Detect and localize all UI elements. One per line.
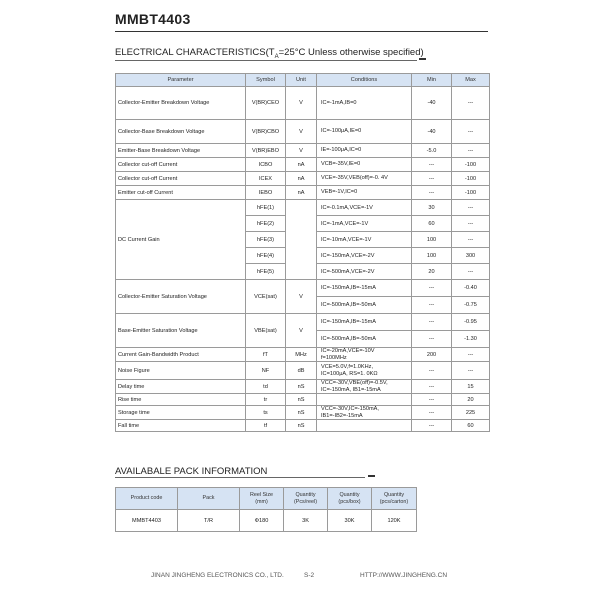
- symbol-cell: NF: [246, 362, 286, 380]
- unit-cell: nA: [286, 186, 317, 200]
- section-electrical-rule: [115, 60, 417, 61]
- max-cell: ---: [452, 348, 490, 362]
- parameter-cell: Storage time: [116, 406, 246, 420]
- column-header: Parameter: [116, 74, 246, 87]
- unit-cell: V: [286, 314, 317, 348]
- max-cell: ---: [452, 200, 490, 216]
- parameter-cell: Emitter-Base Breakdown Voltage: [116, 144, 246, 158]
- table-row: [116, 144, 490, 158]
- max-cell: ---: [452, 216, 490, 232]
- parameter-cell: Delay time: [116, 380, 246, 394]
- section-pack-rule: [115, 477, 365, 478]
- min-cell: 20: [412, 264, 452, 280]
- min-cell: ---: [412, 172, 452, 186]
- max-cell: -1.30: [452, 331, 490, 348]
- pack-cell: T/R: [178, 510, 240, 532]
- symbol-cell: tf: [246, 420, 286, 432]
- parameter-cell: DC Current Gain: [116, 200, 246, 280]
- section-electrical-title: [115, 47, 424, 60]
- symbol-cell: ts: [246, 406, 286, 420]
- symbol-cell: VBE(sat): [246, 314, 286, 348]
- symbol-cell: td: [246, 380, 286, 394]
- min-cell: -40: [412, 120, 452, 144]
- unit-cell: [286, 200, 317, 280]
- max-cell: 60: [452, 420, 490, 432]
- conditions-cell: [317, 120, 412, 144]
- conditions-cell: IC=-150mA,VCE=-2V: [317, 248, 412, 264]
- min-cell: -5.0: [412, 144, 452, 158]
- parameter-cell: Emitter cut-off Current: [116, 186, 246, 200]
- min-cell: 100: [412, 248, 452, 264]
- table-row: [116, 87, 490, 120]
- unit-cell: V: [286, 280, 317, 314]
- parameter-cell: Collector cut-off Current: [116, 158, 246, 172]
- pack-column-header: Product code: [116, 488, 178, 510]
- table-row: [116, 120, 490, 144]
- parameter-cell: Collector-Emitter Breakdown Voltage: [116, 87, 246, 120]
- conditions-cell: IC=-10mA,VCE=-1V: [317, 232, 412, 248]
- table-row: [116, 200, 490, 216]
- conditions-cell: IC=-500mA,IB=-50mA: [317, 297, 412, 314]
- table-row: [116, 172, 490, 186]
- table-row: [116, 420, 490, 432]
- pack-column-header: Pack: [178, 488, 240, 510]
- unit-cell: nS: [286, 380, 317, 394]
- min-cell: 200: [412, 348, 452, 362]
- condition-line: IE=-100μA,IC=0: [321, 147, 362, 154]
- condition-line: IC=-20mA,VCE=-10V: [321, 348, 375, 354]
- pack-column-header: Quantity (pcs/box): [328, 488, 372, 510]
- unit-cell: nA: [286, 172, 317, 186]
- min-cell: ---: [412, 331, 452, 348]
- conditions-cell: [317, 158, 412, 172]
- conditions-cell: [317, 406, 412, 420]
- parameter-cell: Current Gain-Bandwidth Product: [116, 348, 246, 362]
- conditions-cell: [317, 172, 412, 186]
- max-cell: -100: [452, 158, 490, 172]
- max-cell: 20: [452, 394, 490, 406]
- table-row: [116, 280, 490, 297]
- max-cell: -0.75: [452, 297, 490, 314]
- condition-line: IC=-150mA, IB1=-15mA: [321, 386, 381, 393]
- table-row: [116, 186, 490, 200]
- unit-cell: MHz: [286, 348, 317, 362]
- section-electrical-dash: [419, 58, 426, 60]
- table-row: [116, 158, 490, 172]
- pack-information-table: [115, 487, 417, 532]
- min-cell: 100: [412, 232, 452, 248]
- unit-cell: nS: [286, 420, 317, 432]
- parameter-cell: Base-Emitter Saturation Voltage: [116, 314, 246, 348]
- min-cell: 60: [412, 216, 452, 232]
- electrical-characteristics-table: [115, 73, 490, 432]
- section-pack-dash: [368, 475, 375, 477]
- min-cell: ---: [412, 406, 452, 420]
- max-cell: ---: [452, 362, 490, 380]
- unit-cell: nA: [286, 158, 317, 172]
- min-cell: 30: [412, 200, 452, 216]
- conditions-cell: IC=-150mA,IB=-15mA: [317, 280, 412, 297]
- symbol-cell: V(BR)CBO: [246, 120, 286, 144]
- conditions-cell: IC=-150mA,IB=-15mA: [317, 314, 412, 331]
- pack-cell: 3K: [284, 510, 328, 532]
- min-cell: ---: [412, 280, 452, 297]
- pack-cell: 30K: [328, 510, 372, 532]
- condition-line: VCE=5.0V,f=1.0KHz,: [321, 364, 374, 370]
- conditions-cell: [317, 348, 412, 362]
- section-electrical-title-a: ELECTRICAL CHARACTERISTICS(T: [115, 47, 275, 58]
- pack-cell: MMBT4403: [116, 510, 178, 532]
- column-header: Min: [412, 74, 452, 87]
- table-row: [116, 314, 490, 331]
- min-cell: ---: [412, 362, 452, 380]
- max-cell: -100: [452, 172, 490, 186]
- min-cell: ---: [412, 394, 452, 406]
- parameter-cell: Rise time: [116, 394, 246, 406]
- pack-column-header: Quantity (pcs/carton): [372, 488, 417, 510]
- max-cell: 225: [452, 406, 490, 420]
- unit-cell: nS: [286, 406, 317, 420]
- max-cell: -100: [452, 186, 490, 200]
- column-header: Conditions: [317, 74, 412, 87]
- symbol-cell: V(BR)CEO: [246, 87, 286, 120]
- symbol-cell: hFE(4): [246, 248, 286, 264]
- min-cell: ---: [412, 420, 452, 432]
- conditions-cell: [317, 87, 412, 120]
- conditions-cell: IC=-0.1mA,VCE=-1V: [317, 200, 412, 216]
- unit-cell: V: [286, 144, 317, 158]
- conditions-cell: [317, 380, 412, 394]
- min-cell: ---: [412, 186, 452, 200]
- parameter-cell: Noise Figure: [116, 362, 246, 380]
- symbol-cell: hFE(5): [246, 264, 286, 280]
- symbol-cell: fT: [246, 348, 286, 362]
- condition-line: IB1=-IB2=-15mA: [321, 412, 363, 419]
- min-cell: ---: [412, 297, 452, 314]
- pack-column-header: Reel Size (mm): [240, 488, 284, 510]
- table-row: [116, 380, 490, 394]
- unit-cell: V: [286, 120, 317, 144]
- column-header: Unit: [286, 74, 317, 87]
- condition-line: VCB=-35V,IE=0: [321, 161, 361, 168]
- parameter-cell: Collector-Emitter Saturation Voltage: [116, 280, 246, 314]
- unit-cell: nS: [286, 394, 317, 406]
- max-cell: ---: [452, 87, 490, 120]
- symbol-cell: hFE(1): [246, 200, 286, 216]
- conditions-cell: IC=-500mA,VCE=-2V: [317, 264, 412, 280]
- section-electrical-title-b: =25°C Unless otherwise specified): [278, 47, 424, 58]
- max-cell: ---: [452, 232, 490, 248]
- conditions-cell: [317, 420, 412, 432]
- condition-line: VCE=-35V,VEB(off)=-0. 4V: [321, 175, 388, 182]
- condition-line: VEB=-1V,IC=0: [321, 189, 358, 196]
- table-row: [116, 362, 490, 380]
- pack-column-header: Quantity (Pcs/reel): [284, 488, 328, 510]
- min-cell: -40: [412, 87, 452, 120]
- condition-line: IC=-1mA,IB=0: [321, 99, 357, 106]
- title-rule: [115, 31, 488, 32]
- footer-page-number: S-2: [304, 572, 315, 579]
- max-cell: 15: [452, 380, 490, 394]
- condition-line: VCC=-30V,IC=-150mA,: [321, 406, 379, 412]
- symbol-cell: V(BR)EBO: [246, 144, 286, 158]
- min-cell: ---: [412, 380, 452, 394]
- conditions-cell: IC=-500mA,IB=-50mA: [317, 331, 412, 348]
- conditions-cell: IC=-1mA,VCE=-1V: [317, 216, 412, 232]
- max-cell: ---: [452, 144, 490, 158]
- condition-line: VCC=-30V,VBE(off)=-0.5V,: [321, 380, 388, 386]
- symbol-cell: ICEX: [246, 172, 286, 186]
- conditions-cell: [317, 186, 412, 200]
- parameter-cell: Collector-Base Breakdown Voltage: [116, 120, 246, 144]
- column-header: Symbol: [246, 74, 286, 87]
- condition-line: f=100MHz: [321, 354, 347, 361]
- unit-cell: dB: [286, 362, 317, 380]
- pack-cell: Φ180: [240, 510, 284, 532]
- max-cell: -0.95: [452, 314, 490, 331]
- min-cell: ---: [412, 314, 452, 331]
- table-row: [116, 394, 490, 406]
- document-title: MMBT4403: [115, 11, 191, 27]
- table-row: [116, 406, 490, 420]
- conditions-cell: [317, 394, 412, 406]
- symbol-cell: hFE(2): [246, 216, 286, 232]
- symbol-cell: VCE(sat): [246, 280, 286, 314]
- max-cell: 300: [452, 248, 490, 264]
- max-cell: ---: [452, 120, 490, 144]
- symbol-cell: hFE(3): [246, 232, 286, 248]
- section-pack-title: AVAILABALE PACK INFORMATION: [115, 466, 268, 477]
- footer-company: JINAN JINGHENG ELECTRONICS CO., LTD.: [151, 572, 284, 579]
- condition-line: IC=100μA, RS=1. 0KΩ: [321, 370, 378, 377]
- footer-url[interactable]: HTTP://WWW.JINGHENG.CN: [360, 572, 448, 579]
- max-cell: ---: [452, 264, 490, 280]
- min-cell: ---: [412, 158, 452, 172]
- symbol-cell: IEBO: [246, 186, 286, 200]
- condition-line: IC=-100μA,IE=0: [321, 128, 362, 135]
- parameter-cell: Collector cut-off Current: [116, 172, 246, 186]
- max-cell: -0.40: [452, 280, 490, 297]
- table-row: [116, 348, 490, 362]
- unit-cell: V: [286, 87, 317, 120]
- conditions-cell: [317, 362, 412, 380]
- symbol-cell: ICBO: [246, 158, 286, 172]
- conditions-cell: [317, 144, 412, 158]
- pack-cell: 120K: [372, 510, 417, 532]
- symbol-cell: tr: [246, 394, 286, 406]
- section-electrical-title-sub: A: [274, 53, 279, 60]
- column-header: Max: [452, 74, 490, 87]
- parameter-cell: Fall time: [116, 420, 246, 432]
